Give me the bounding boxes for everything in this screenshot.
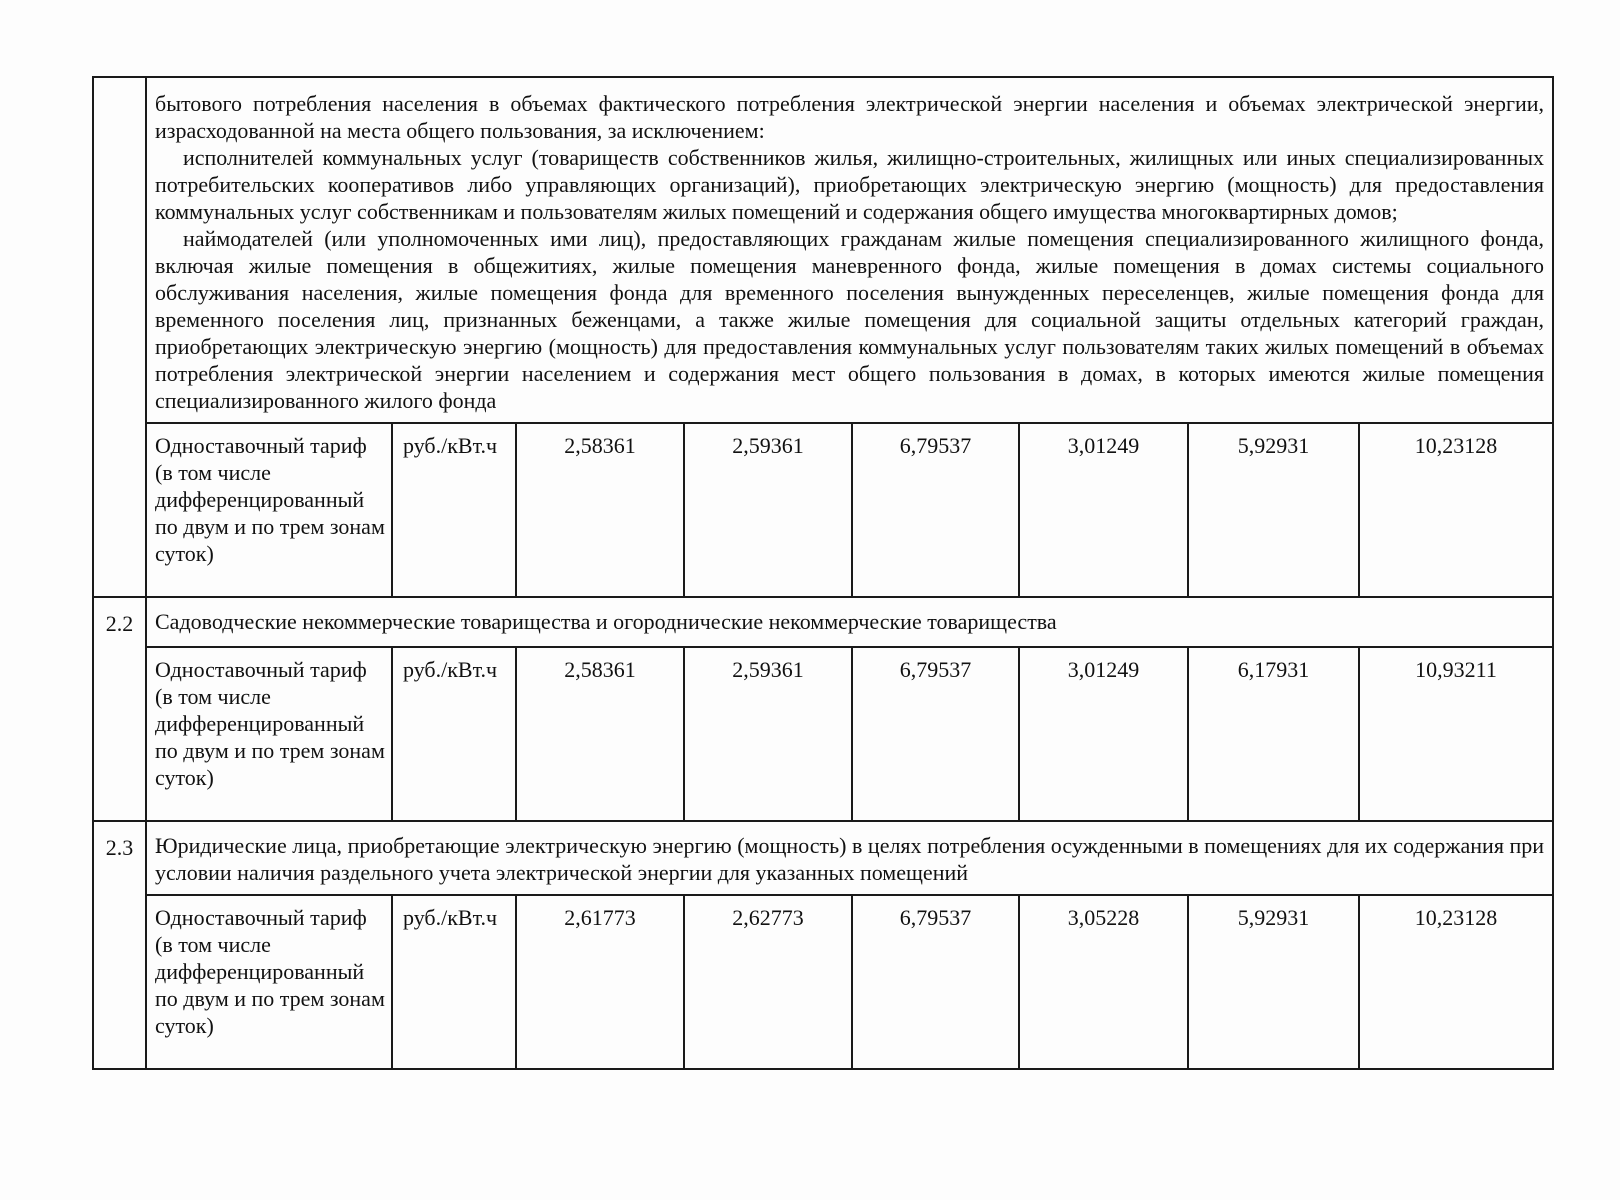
tariff-row <box>93 895 1553 1069</box>
tariff-value: 2,58361 <box>516 423 684 597</box>
tariff-value: 6,17931 <box>1188 647 1359 821</box>
tariff-value: 3,01249 <box>1019 423 1188 597</box>
tariff-unit: руб./кВт.ч <box>392 423 516 597</box>
tariff-unit: руб./кВт.ч <box>392 647 516 821</box>
tariff-value: 10,93211 <box>1359 647 1553 821</box>
tariff-name: Одноставочный тариф (в том числе дифференцированный по двум и по трем зонам суток) <box>146 423 392 597</box>
intro-line: бытового потребления населения в объемах фактического потребления электрической энергии населения и объемах электрической энергии, израсходованной на места общего пользования, за исключением: <box>155 91 1545 143</box>
tariff-value: 2,59361 <box>684 423 852 597</box>
tariff-value: 6,79537 <box>852 895 1019 1069</box>
intro-paragraph-landlords: наймодателей (или уполномоченных ими лиц), предоставляющих гражданам жилые помещения специализированного жилищного фонда, включая жилые помещения в общежитиях, жилые помещения маневренного фонда, жилые помещения в домах системы социального обслуживания населения, жилые помещения фонда для временного поселения вынужденных переселенцев, жилые помещения фонда для временного поселения лиц, признанных беженцами, а также жилые помещения для социальной защиты отдельных категорий граждан, приобретающих электрическую энергию (мощность) для предоставления коммунальных услуг пользователям таких жилых помещений в объемах потребления электрической энергии населением и содержания мест общего пользования в домах, в которых имеются жилые помещения специализированного жилого фонда <box>155 226 1545 413</box>
tariff-value: 3,05228 <box>1019 895 1188 1069</box>
intro-description <box>146 77 1553 423</box>
tariff-unit: руб./кВт.ч <box>392 895 516 1069</box>
tariff-value: 2,59361 <box>684 647 852 821</box>
section-title: Садоводческие некоммерческие товарищества и огороднические некоммерческие товарищества <box>146 597 1553 647</box>
intro-row <box>93 77 1553 423</box>
tariff-value: 6,79537 <box>852 423 1019 597</box>
section-number: 2.3 <box>93 821 146 1069</box>
tariff-table <box>92 76 1554 1070</box>
tariff-row <box>93 647 1553 821</box>
tariff-row <box>93 423 1553 597</box>
tariff-value: 5,92931 <box>1188 423 1359 597</box>
tariff-value: 10,23128 <box>1359 895 1553 1069</box>
tariff-value: 10,23128 <box>1359 423 1553 597</box>
tariff-value: 6,79537 <box>852 647 1019 821</box>
intro-paragraph-utilities: исполнителей коммунальных услуг (товариществ собственников жилья, жилищно-строительных, жилищных или иных специализированных потребительских кооперативов либо управляющих организаций), приобретающих электрическую энергию (мощность) для предоставления коммунальных услуг собственникам и пользователям жилых помещений и содержания общего имущества многоквартирных домов; <box>155 145 1545 224</box>
tariff-name: Одноставочный тариф (в том числе дифференцированный по двум и по трем зонам суток) <box>146 895 392 1069</box>
tariff-value: 5,92931 <box>1188 895 1359 1069</box>
row-number-cell <box>93 77 146 597</box>
tariff-value: 2,62773 <box>684 895 852 1069</box>
tariff-value: 3,01249 <box>1019 647 1188 821</box>
tariff-value: 2,61773 <box>516 895 684 1069</box>
section-title: Юридические лица, приобретающие электрическую энергию (мощность) в целях потребления осужденными в помещениях для их содержания при условии наличия раздельного учета электрической энергии для указанных помещений <box>146 821 1553 895</box>
section-row <box>93 821 1553 895</box>
section-number: 2.2 <box>93 597 146 821</box>
tariff-name: Одноставочный тариф (в том числе дифференцированный по двум и по трем зонам суток) <box>146 647 392 821</box>
section-row <box>93 597 1553 647</box>
tariff-value: 2,58361 <box>516 647 684 821</box>
